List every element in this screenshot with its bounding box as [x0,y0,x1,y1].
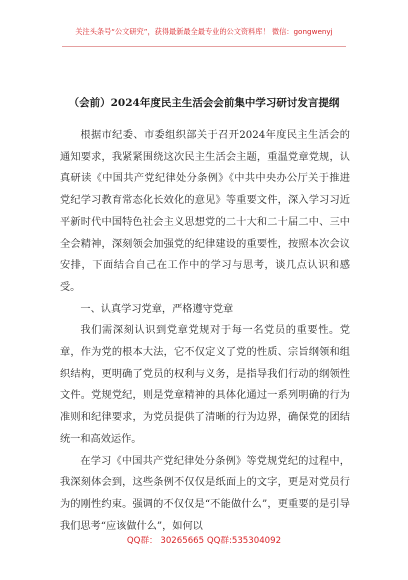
section-heading-1: 一、认真学习党章，严格遵守党章 [80,303,234,315]
footer-qq-groups: QQ群： 30265665 QQ群:535304092 [126,536,282,546]
header-promo-banner: 关注头条号“公文研究”，获得最新最全最专业的公文资料库！ 微信：gongwenyj [75,27,333,36]
document-title: （会前）2024年度民主生活会会前集中学习研讨发言提纲 [68,97,340,109]
section1-paragraph-2: 在学习《中国共产党纪律处分条例》等党规党纪的过程中，我深刻体会到，这些条例不仅仅是纸面上的文字，更是对党员行为的刚性约束。强调的不仅仅是“不能做什么”，更重要的是引导我们思考“应该做什么”，如何以 [60,455,350,532]
section1-paragraph-1: 我们需深刻认识到党章党规对于每一名党员的重要性。党章，作为党的根本大法，它不仅定义了党的性质、宗旨纲领和组织结构，更明确了党员的权利与义务，是指导我们行动的纲领性文件。党规党纪，则是党章精神的具体化通过一系列明确的行为准则和纪律要求，为党员提供了清晰的行为边界，确保党的团结统一和高效运作。 [60,325,350,445]
header-divider [62,46,346,47]
document-body [60,125,350,537]
intro-paragraph: 根据市纪委、市委组织部关于召开2024年度民主生活会的通知要求，我紧紧围绕这次民主生活会主题，重温党章党规，认真研读《中国共产党纪律处分条例》《中共中央办公厅关于推进党纪学习教育常态化长效化的意见》等重要文件，深入学习习近平新时代中国特色社会主义思想党的二十大和二十届二中、三中全会精神，深刻领会加强党的纪律建设的重要性，按照本次会议安排，下面结合自己在工作中的学习与思考，谈几点认识和感受。 [60,130,350,293]
